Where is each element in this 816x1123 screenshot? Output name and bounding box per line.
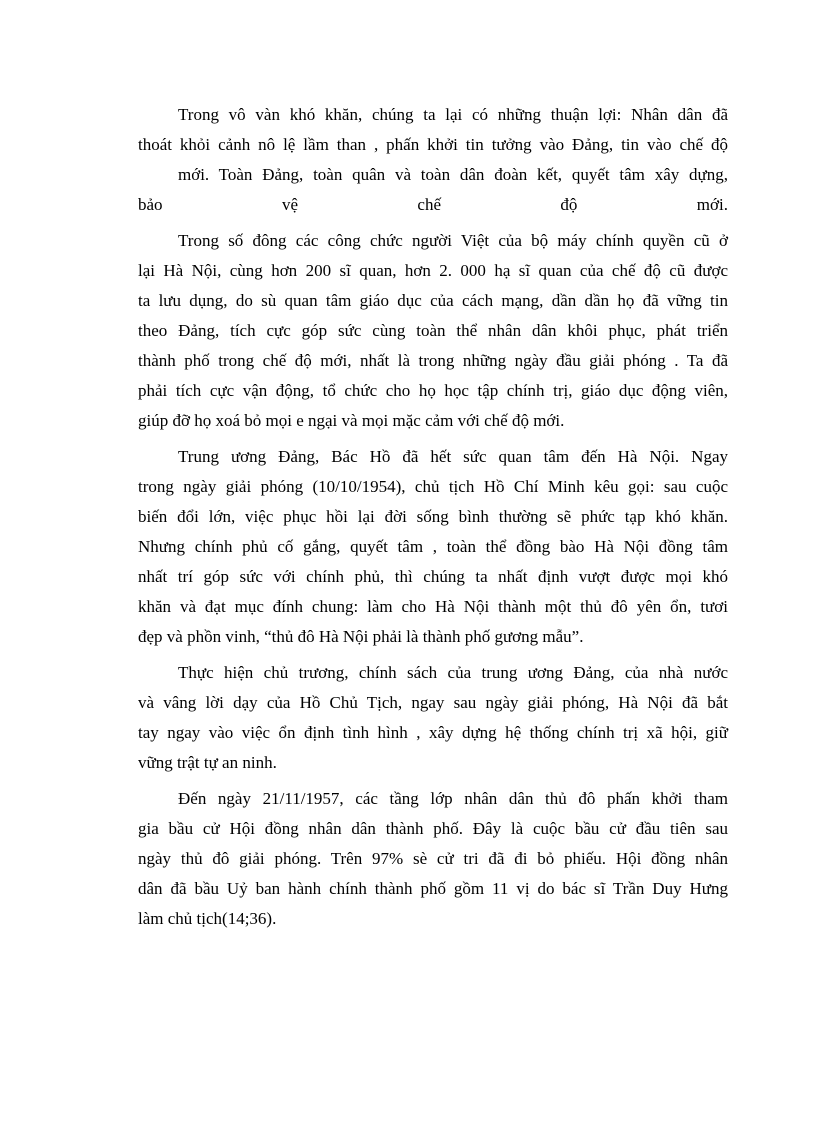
text-line: bảo vệ chế độ mới.: [138, 195, 728, 214]
text-line: tay ngay vào việc ổn định tình hình , xây dựng hệ thống chính trị xã hội, giữ: [138, 723, 728, 742]
text-line: Thực hiện chủ trương, chính sách của trung ương Đảng, của nhà nước: [178, 663, 728, 682]
text-line: làm chủ tịch(14;36).: [138, 909, 277, 928]
text-line: biến đổi lớn, việc phục hồi lại đời sống bình thường sẽ phức tạp khó khăn.: [138, 507, 728, 526]
text-line: Trung ương Đảng, Bác Hồ đã hết sức quan tâm đến Hà Nội. Ngay: [178, 447, 728, 466]
text-line: lại Hà Nội, cùng hơn 200 sĩ quan, hơn 2. 000 hạ sĩ quan của chế độ cũ được: [138, 261, 728, 280]
text-line: thoát khỏi cảnh nô lệ lầm than , phấn khởi tin tưởng vào Đảng, tin vào chế độ: [138, 135, 728, 154]
text-line: và vâng lời dạy của Hồ Chủ Tịch, ngay sau ngày giải phóng, Hà Nội đã bắt: [138, 693, 728, 712]
text-line: mới. Toàn Đảng, toàn quân và toàn dân đoàn kết, quyết tâm xây dựng,: [178, 165, 728, 184]
text-line: nhất trí góp sức với chính phủ, thì chúng ta nhất định vượt được mọi khó: [138, 567, 728, 586]
text-line: thành phố trong chế độ mới, nhất là trong những ngày đầu giải phóng . Ta đã: [138, 351, 728, 370]
text-line: Trong vô vàn khó khăn, chúng ta lại có những thuận lợi: Nhân dân đã: [178, 105, 728, 124]
text-line: vững trật tự an ninh.: [138, 753, 277, 772]
text-line: Trong số đông các công chức người Việt của bộ máy chính quyền cũ ở: [178, 231, 728, 250]
document-page: [138, 100, 728, 940]
text-line: giúp đỡ họ xoá bỏ mọi e ngại và mọi mặc cảm với chế độ mới.: [138, 411, 565, 430]
text-line: đẹp và phồn vinh, “thủ đô Hà Nội phải là thành phố gương mẫu”.: [138, 627, 584, 646]
text-line: ta lưu dụng, do sù quan tâm giáo dục của cách mạng, dần dần họ đã vững tin: [138, 291, 728, 310]
text-line: theo Đảng, tích cực góp sức cùng toàn thể nhân dân khôi phục, phát triển: [138, 321, 728, 340]
text-line: Đến ngày 21/11/1957, các tầng lớp nhân dân thủ đô phấn khởi tham: [178, 789, 728, 808]
text-line: dân đã bầu Uỷ ban hành chính thành phố gồm 11 vị do bác sĩ Trần Duy Hưng: [138, 879, 728, 898]
text-line: khăn và đạt mục đính chung: làm cho Hà Nội thành một thủ đô yên ổn, tươi: [138, 597, 728, 616]
text-line: phải tích cực vận động, tổ chức cho họ học tập chính trị, giáo dục động viên,: [138, 381, 728, 400]
paragraph: [138, 658, 728, 778]
text-line: ngày thủ đô giải phóng. Trên 97% sè cử tri đã đi bỏ phiếu. Hội đồng nhân: [138, 849, 728, 868]
paragraph: [138, 226, 728, 436]
text-line: Nhưng chính phủ cố gắng, quyết tâm , toàn thể đồng bào Hà Nội đồng tâm: [138, 537, 728, 556]
text-line: gia bầu cử Hội đồng nhân dân thành phố. Đây là cuộc bầu cử đầu tiên sau: [138, 819, 728, 838]
paragraph: [138, 442, 728, 652]
paragraph: [138, 784, 728, 934]
text-line: trong ngày giải phóng (10/10/1954), chủ tịch Hồ Chí Minh kêu gọi: sau cuộc: [138, 477, 728, 496]
paragraph: [138, 100, 728, 220]
